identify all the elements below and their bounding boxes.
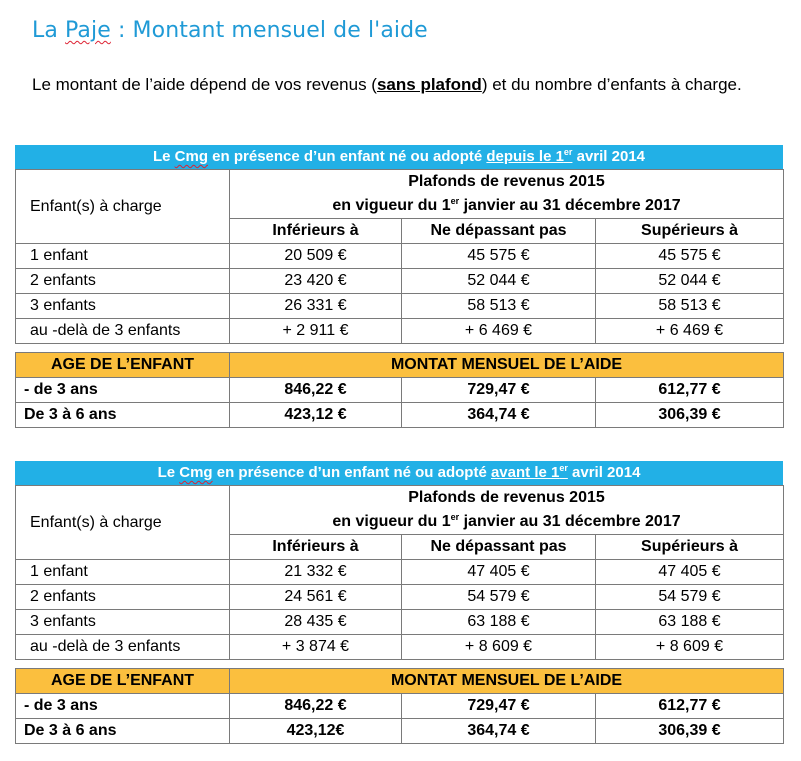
table-row xyxy=(16,694,784,719)
row-label: 3 enfants xyxy=(16,610,230,635)
banner-mid: en présence d’un enfant né ou adopté xyxy=(212,464,491,481)
plafonds-title: Plafonds de revenus 2015 xyxy=(408,173,605,190)
vigueur-line xyxy=(230,510,783,534)
title-text-start: La xyxy=(32,18,66,43)
table-row xyxy=(16,319,784,344)
cell-value: + 2 911 € xyxy=(230,319,402,344)
amount-value: 729,47 € xyxy=(402,694,596,719)
title-text-end: : Montant mensuel de l'aide xyxy=(110,18,428,43)
age-label: - de 3 ans xyxy=(16,378,230,403)
banner-emph-text: avant le 1 xyxy=(490,464,560,481)
revenue-header-row xyxy=(16,486,784,535)
cell-value: 52 044 € xyxy=(596,269,784,294)
col-superieurs: Supérieurs à xyxy=(596,535,784,560)
intro-before: Le montant de l’aide dépend de vos revenus ( xyxy=(32,75,377,94)
row-label: 2 enfants xyxy=(16,269,230,294)
cell-value: 20 509 € xyxy=(230,244,402,269)
cell-value: 26 331 € xyxy=(230,294,402,319)
plafonds-header xyxy=(230,486,784,535)
cell-value: 54 579 € xyxy=(596,585,784,610)
cell-value: + 6 469 € xyxy=(596,319,784,344)
section-banner xyxy=(15,461,783,485)
amount-value: 729,47 € xyxy=(402,378,596,403)
table-row xyxy=(16,610,784,635)
amount-table xyxy=(15,352,784,428)
cell-value: 45 575 € xyxy=(596,244,784,269)
title-paje: Paje xyxy=(65,18,111,43)
cell-value: 52 044 € xyxy=(402,269,596,294)
intro-sans-plafond: sans plafond xyxy=(376,75,482,94)
vigueur-before: en vigueur du 1 xyxy=(332,197,451,214)
banner-emph xyxy=(486,148,572,165)
amount-value: 612,77 € xyxy=(596,378,784,403)
section-depuis xyxy=(15,145,783,428)
cell-value: 63 188 € xyxy=(596,610,784,635)
revenue-table xyxy=(15,169,784,344)
cell-value: 47 405 € xyxy=(402,560,596,585)
age-header: AGE DE L’ENFANT xyxy=(16,353,230,378)
banner-before: Le xyxy=(157,464,180,481)
montant-header: MONTAT MENSUEL DE L’AIDE xyxy=(230,353,784,378)
plafonds-title: Plafonds de revenus 2015 xyxy=(408,489,605,506)
vigueur-sup: er xyxy=(450,512,460,522)
age-label: De 3 à 6 ans xyxy=(16,403,230,428)
table-row xyxy=(16,719,784,744)
cell-value: 23 420 € xyxy=(230,269,402,294)
amount-header-row xyxy=(16,669,784,694)
banner-emph xyxy=(491,464,568,481)
banner-cmg: Cmg xyxy=(174,148,209,165)
cell-value: + 6 469 € xyxy=(402,319,596,344)
table-row xyxy=(16,403,784,428)
table-row xyxy=(16,585,784,610)
banner-cmg: Cmg xyxy=(179,464,213,481)
table-row xyxy=(16,244,784,269)
vigueur-after: janvier au 31 décembre 2017 xyxy=(459,513,681,530)
cell-value: 54 579 € xyxy=(402,585,596,610)
amount-value: 423,12€ xyxy=(230,719,402,744)
cell-value: + 3 874 € xyxy=(230,635,402,660)
table-row xyxy=(16,635,784,660)
table-row xyxy=(16,294,784,319)
cell-value: 21 332 € xyxy=(230,560,402,585)
revenue-table xyxy=(15,485,784,660)
banner-sup: er xyxy=(563,147,573,157)
amount-table xyxy=(15,668,784,744)
section-avant xyxy=(15,461,783,744)
revenue-header-row xyxy=(16,170,784,219)
banner-after: avril 2014 xyxy=(567,464,641,481)
age-label: De 3 à 6 ans xyxy=(16,719,230,744)
amount-value: 364,74 € xyxy=(402,719,596,744)
col-superieurs: Supérieurs à xyxy=(596,219,784,244)
table-row xyxy=(16,378,784,403)
banner-mid: en présence d’un enfant né ou adopté xyxy=(208,148,487,165)
cell-value: 58 513 € xyxy=(402,294,596,319)
banner-sup: er xyxy=(559,463,568,473)
col-inferieurs: Inférieurs à xyxy=(230,219,402,244)
banner-emph-text: depuis le 1 xyxy=(486,148,564,165)
col-ne-depassant: Ne dépassant pas xyxy=(402,219,596,244)
amount-value: 306,39 € xyxy=(596,719,784,744)
row-label: 1 enfant xyxy=(16,560,230,585)
vigueur-before: en vigueur du 1 xyxy=(332,513,451,530)
row-label: 1 enfant xyxy=(16,244,230,269)
cell-value: 28 435 € xyxy=(230,610,402,635)
vigueur-after: janvier au 31 décembre 2017 xyxy=(459,197,681,214)
amount-value: 423,12 € xyxy=(230,403,402,428)
amount-value: 364,74 € xyxy=(402,403,596,428)
cell-value: 63 188 € xyxy=(402,610,596,635)
cell-value: + 8 609 € xyxy=(596,635,784,660)
age-header: AGE DE L’ENFANT xyxy=(16,669,230,694)
banner-before: Le xyxy=(152,148,175,165)
amount-value: 612,77 € xyxy=(596,694,784,719)
row-label: 3 enfants xyxy=(16,294,230,319)
montant-header: MONTAT MENSUEL DE L’AIDE xyxy=(230,669,784,694)
amount-value: 306,39 € xyxy=(596,403,784,428)
cell-value: 24 561 € xyxy=(230,585,402,610)
cell-value: 58 513 € xyxy=(596,294,784,319)
intro-after: ) et du nombre d’enfants à charge. xyxy=(481,75,742,94)
vigueur-line xyxy=(230,194,783,218)
row-label: 2 enfants xyxy=(16,585,230,610)
age-label: - de 3 ans xyxy=(16,694,230,719)
table-row xyxy=(16,269,784,294)
row-label: au -delà de 3 enfants xyxy=(16,319,230,344)
cell-value: 47 405 € xyxy=(596,560,784,585)
table-row xyxy=(16,560,784,585)
cell-value: 45 575 € xyxy=(402,244,596,269)
enfants-label: Enfant(s) à charge xyxy=(16,486,230,560)
col-ne-depassant: Ne dépassant pas xyxy=(402,535,596,560)
cell-value: + 8 609 € xyxy=(402,635,596,660)
section-banner xyxy=(15,145,783,169)
amount-value: 846,22 € xyxy=(230,694,402,719)
intro-paragraph xyxy=(32,72,784,98)
enfants-label: Enfant(s) à charge xyxy=(16,170,230,244)
amount-header-row xyxy=(16,353,784,378)
page-title xyxy=(32,18,428,43)
row-label: au -delà de 3 enfants xyxy=(16,635,230,660)
amount-value: 846,22 € xyxy=(230,378,402,403)
banner-after: avril 2014 xyxy=(572,148,645,165)
vigueur-sup: er xyxy=(450,196,460,206)
col-inferieurs: Inférieurs à xyxy=(230,535,402,560)
plafonds-header xyxy=(230,170,784,219)
